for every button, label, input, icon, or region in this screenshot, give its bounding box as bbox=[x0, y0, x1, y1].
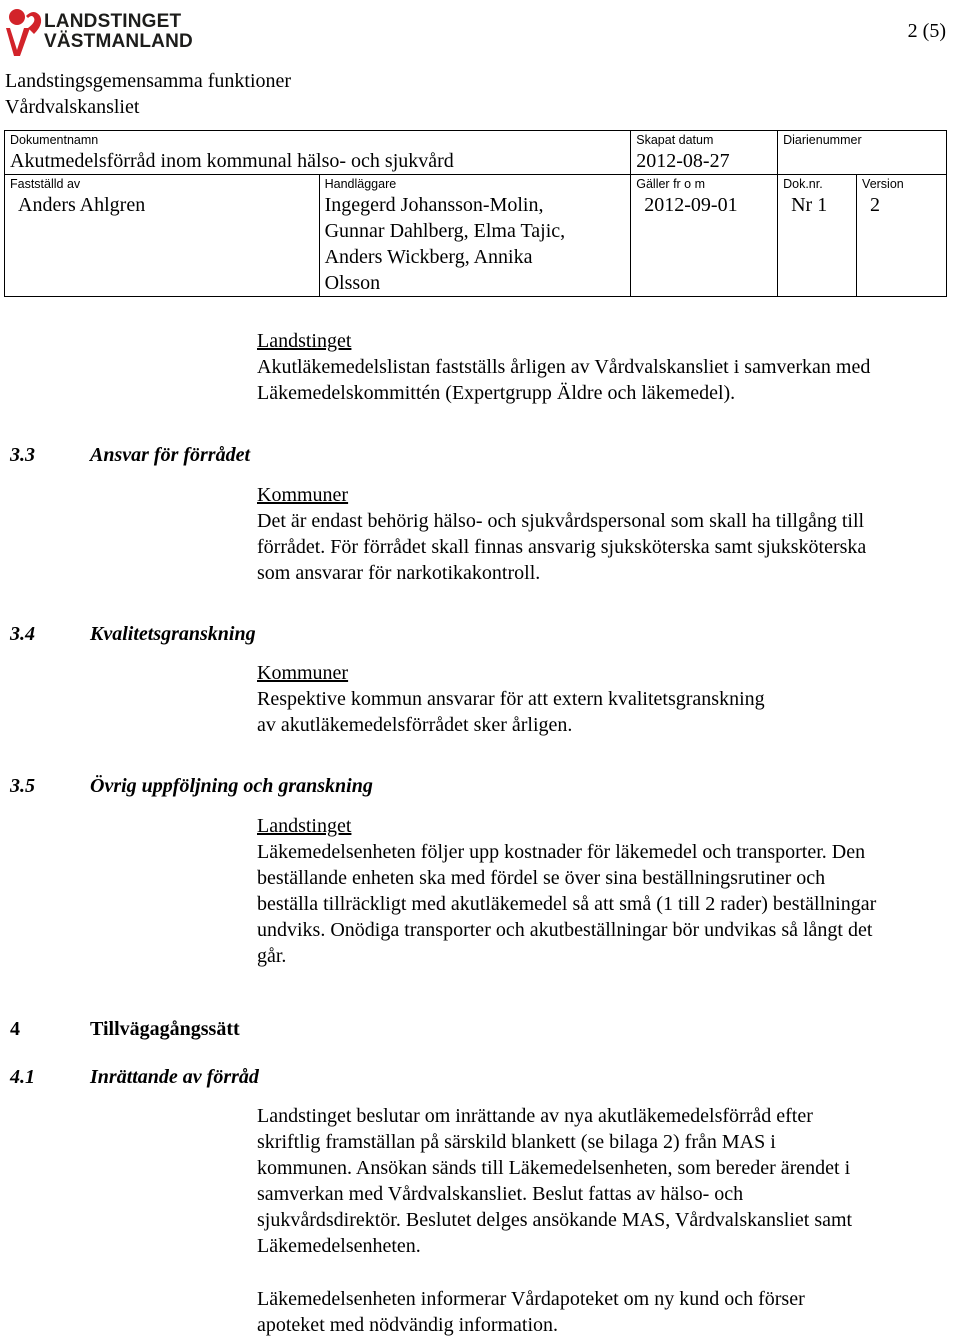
logo-line-1: LANDSTINGET bbox=[44, 11, 182, 32]
section-3-4-title: Kvalitetsgranskning bbox=[90, 623, 256, 645]
section-3-5-title: Övrig uppföljning och granskning bbox=[90, 775, 373, 797]
section-3-5-line-2: beställande enheten ska med fördel se över sina beställningsrutiner och bbox=[257, 867, 826, 889]
section-4-1-p2-line-2: apoteket med nödvändig information. bbox=[257, 1314, 559, 1336]
document-name-cell bbox=[5, 131, 631, 175]
section-3-4-line-2: av akutläkemedelsförrådet sker årligen. bbox=[257, 714, 573, 736]
created-date-value: 2012-08-27 bbox=[636, 150, 730, 172]
registry-number-label: Diarienummer bbox=[783, 133, 862, 147]
page-number: 2 (5) bbox=[907, 20, 946, 42]
handler-line-2: Gunnar Dahlberg, Elma Tajic, bbox=[324, 220, 566, 242]
logo-wordmark bbox=[44, 12, 193, 52]
section-3-4-line-1: Respektive kommun ansvarar för att extern kvalitetsgranskning bbox=[257, 688, 765, 710]
section-4-1-paragraph-2 bbox=[257, 1286, 957, 1338]
organization bbox=[5, 68, 291, 120]
document-name-value: Akutmedelsförråd inom kommunal hälso- och sjukvård bbox=[10, 150, 454, 172]
section-3-5-heading bbox=[10, 775, 373, 798]
section-4-1-p1-line-1: Landstinget beslutar om inrättande av nya akutläkemedelsförråd efter bbox=[257, 1105, 813, 1127]
section-3-3-number: 3.3 bbox=[10, 444, 35, 466]
valid-from-cell bbox=[631, 175, 778, 297]
section-3-3-body bbox=[257, 482, 957, 586]
block1-line-1: Akutläkemedelslistan fastställs årligen av Vårdvalskansliet i samverkan med bbox=[257, 356, 871, 378]
handler-cell bbox=[319, 175, 631, 297]
approved-by-cell bbox=[5, 175, 320, 297]
section-4-1-paragraph-1 bbox=[257, 1103, 957, 1259]
section-3-3-line-3: som ansvarar för narkotikakontroll. bbox=[257, 562, 541, 584]
logo-line-2: VÄSTMANLAND bbox=[44, 31, 193, 52]
org-line-1: Landstingsgemensamma funktioner bbox=[5, 70, 292, 92]
section-3-5-number: 3.5 bbox=[10, 775, 35, 797]
section-3-4-heading bbox=[10, 623, 256, 646]
section-3-5-line-1: Läkemedelsenheten följer upp kostnader för läkemedel och transporter. Den bbox=[257, 841, 866, 863]
section-4-1-p1-line-2: skriftlig framställan på särskild blankett (se bilaga 2) från MAS i bbox=[257, 1131, 776, 1153]
section-3-4-body bbox=[257, 660, 957, 738]
valid-from-label: Gäller fr o m bbox=[636, 177, 706, 191]
org-line-2: Vårdvalskansliet bbox=[5, 96, 140, 118]
approved-by-label: Fastställd av bbox=[10, 177, 81, 191]
approved-by-value: Anders Ahlgren bbox=[18, 194, 146, 216]
document-metadata-table bbox=[4, 130, 947, 297]
section-4-1-p1-line-6: Läkemedelsenheten. bbox=[257, 1235, 421, 1257]
section-3-5-line-3: beställa tillräckligt med akutläkemedel så att små (1 till 2 rader) beställningar bbox=[257, 893, 877, 915]
section-3-3-title: Ansvar för förrådet bbox=[90, 444, 251, 466]
created-date-cell bbox=[631, 131, 778, 175]
section-4-1-title: Inrättande av förråd bbox=[90, 1066, 259, 1088]
handler-line-1: Ingegerd Johansson-Molin, bbox=[324, 194, 544, 216]
version-cell bbox=[857, 175, 947, 297]
version-value: 2 bbox=[870, 194, 881, 216]
section-3-3-subheading: Kommuner bbox=[257, 484, 349, 506]
valid-from-value: 2012-09-01 bbox=[644, 194, 738, 216]
section-3-3-line-2: förrådet. För förrådet skall finnas ansvarig sjuksköterska samt sjuksköterska bbox=[257, 536, 867, 558]
section-3-3-heading bbox=[10, 444, 250, 467]
doc-number-label: Dok.nr. bbox=[783, 177, 823, 191]
section-4-1-number: 4.1 bbox=[10, 1066, 35, 1088]
landstinget-block bbox=[257, 328, 957, 406]
document-name-label: Dokumentnamn bbox=[10, 133, 99, 147]
section-4-number: 4 bbox=[10, 1018, 20, 1040]
section-3-5-line-5: går. bbox=[257, 945, 287, 967]
section-4-1-p1-line-5: sjukvårdsdirektör. Beslutet delges ansökande MAS, Vårdvalskansliet samt bbox=[257, 1209, 853, 1231]
section-3-5-line-4: undviks. Onödiga transporter och akutbeställningar bör undvikas så långt det bbox=[257, 919, 873, 941]
section-3-5-subheading: Landstinget bbox=[257, 815, 352, 837]
handler-line-4: Olsson bbox=[324, 272, 381, 294]
landstinget-heart-logo-icon bbox=[4, 6, 48, 58]
section-3-4-subheading: Kommuner bbox=[257, 662, 349, 684]
section-4-1-p1-line-3: kommunen. Ansökan sänds till Läkemedelsenheten, som bereder ärendet i bbox=[257, 1157, 851, 1179]
doc-number-cell bbox=[778, 175, 857, 297]
registry-number-cell bbox=[778, 131, 947, 175]
section-4-heading bbox=[10, 1018, 240, 1041]
block1-heading: Landstinget bbox=[257, 330, 352, 352]
section-4-1-p2-line-1: Läkemedelsenheten informerar Vårdapoteket om ny kund och förser bbox=[257, 1288, 805, 1310]
section-4-1-p1-line-4: samverkan med Vårdvalskansliet. Beslut fattas av hälso- och bbox=[257, 1183, 744, 1205]
section-3-4-number: 3.4 bbox=[10, 623, 35, 645]
block1-line-2: Läkemedelskommittén (Expertgrupp Äldre och läkemedel). bbox=[257, 382, 736, 404]
section-4-1-heading bbox=[10, 1066, 259, 1089]
section-4-title: Tillvägagångssätt bbox=[90, 1018, 240, 1040]
section-3-5-body bbox=[257, 813, 957, 969]
landstinget-logo bbox=[4, 6, 199, 58]
section-3-3-line-1: Det är endast behörig hälso- och sjukvårdspersonal som skall ha tillgång till bbox=[257, 510, 865, 532]
handler-label: Handläggare bbox=[324, 177, 397, 191]
handler-line-3: Anders Wickberg, Annika bbox=[324, 246, 533, 268]
created-date-label: Skapat datum bbox=[636, 133, 714, 147]
version-label: Version bbox=[862, 177, 904, 191]
doc-number-value: Nr 1 bbox=[791, 194, 828, 216]
